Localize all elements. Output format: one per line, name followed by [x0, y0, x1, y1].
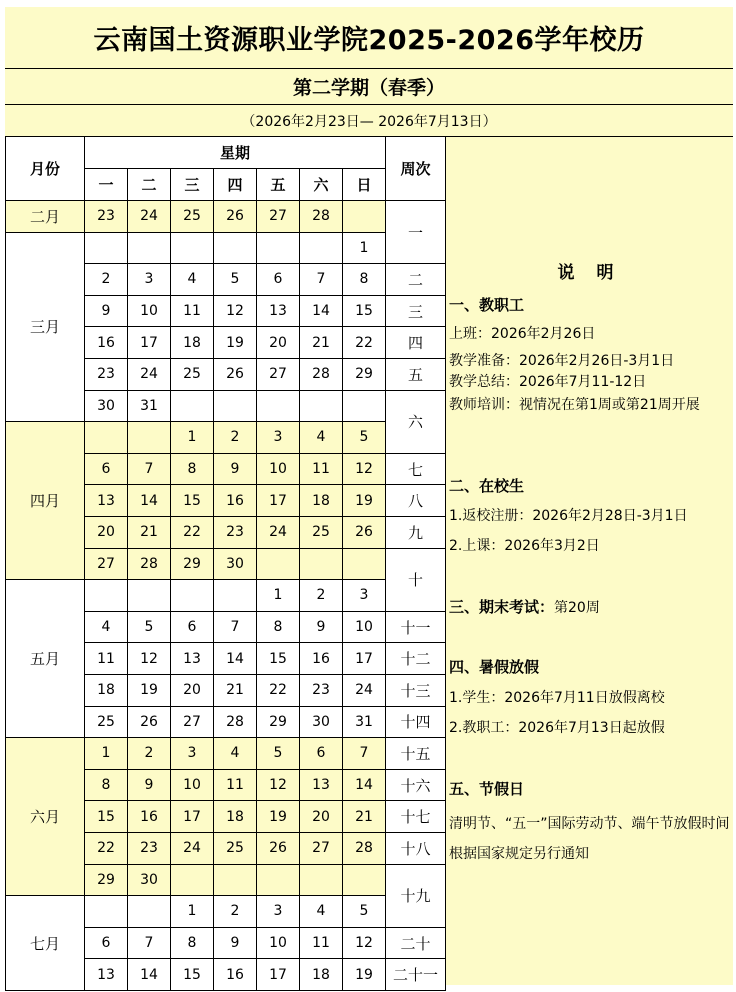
notes-students-heading: 二、在校生 — [449, 477, 525, 495]
month-label: 三月 — [5, 233, 85, 423]
day-cell: 17 — [128, 327, 171, 359]
day-cell — [300, 233, 343, 265]
month-label: 二月 — [5, 201, 85, 233]
day-cell: 8 — [257, 612, 300, 644]
day-cell — [128, 896, 171, 928]
day-cell: 15 — [257, 643, 300, 675]
day-cell: 28 — [128, 549, 171, 581]
day-cell: 16 — [85, 327, 128, 359]
day-cell — [128, 233, 171, 265]
day-cell: 17 — [171, 801, 214, 833]
day-cell: 14 — [214, 643, 257, 675]
day-cell: 1 — [257, 580, 300, 612]
month-label: 六月 — [5, 738, 85, 896]
day-cell: 24 — [171, 833, 214, 865]
day-cell — [171, 580, 214, 612]
day-cell: 21 — [214, 675, 257, 707]
notes-title: 说 明 — [557, 263, 622, 283]
weekday-header: 五 — [257, 169, 300, 201]
day-cell: 6 — [85, 454, 128, 486]
day-cell: 31 — [343, 707, 386, 739]
week-number: 十二 — [386, 643, 446, 675]
day-cell: 30 — [214, 549, 257, 581]
day-cell — [85, 896, 128, 928]
day-cell: 3 — [257, 422, 300, 454]
semester-date-range: （2026年2月23日— 2026年7月13日） — [5, 105, 733, 137]
day-cell: 7 — [128, 928, 171, 960]
day-cell — [343, 391, 386, 423]
day-cell: 24 — [257, 517, 300, 549]
day-cell — [214, 233, 257, 265]
notes-summer-heading: 四、暑假放假 — [449, 658, 540, 676]
day-cell: 26 — [214, 201, 257, 233]
day-cell — [85, 233, 128, 265]
week-number: 二 — [386, 264, 446, 296]
week-number: 七 — [386, 454, 446, 486]
day-cell: 16 — [300, 643, 343, 675]
day-cell: 27 — [171, 707, 214, 739]
day-cell: 4 — [300, 896, 343, 928]
day-cell: 1 — [171, 896, 214, 928]
day-cell: 11 — [85, 643, 128, 675]
day-cell: 18 — [300, 485, 343, 517]
day-cell: 26 — [343, 517, 386, 549]
day-cell — [300, 549, 343, 581]
day-cell: 13 — [300, 770, 343, 802]
day-cell: 14 — [128, 485, 171, 517]
week-number: 十四 — [386, 707, 446, 739]
day-cell — [343, 201, 386, 233]
notes-staff-line: 上班：2026年2月26日 — [449, 326, 596, 342]
day-cell: 15 — [343, 296, 386, 328]
day-cell: 14 — [343, 770, 386, 802]
day-cell: 13 — [171, 643, 214, 675]
day-cell: 9 — [128, 770, 171, 802]
day-cell: 14 — [128, 959, 171, 991]
day-cell: 27 — [300, 833, 343, 865]
day-cell: 4 — [300, 422, 343, 454]
day-cell: 24 — [128, 201, 171, 233]
day-cell: 19 — [214, 327, 257, 359]
semester-title: 第二学期（春季） — [5, 69, 733, 105]
notes-students-line: 2.上课：2026年3月2日 — [449, 538, 600, 554]
day-cell: 30 — [128, 865, 171, 897]
day-cell: 27 — [257, 359, 300, 391]
day-cell: 26 — [128, 707, 171, 739]
day-cell: 12 — [343, 454, 386, 486]
day-cell — [343, 865, 386, 897]
day-cell: 10 — [257, 928, 300, 960]
notes-exam-heading: 三、期末考试： — [449, 598, 555, 616]
day-cell: 25 — [171, 201, 214, 233]
day-cell — [257, 865, 300, 897]
month-label: 五月 — [5, 580, 85, 738]
day-cell: 19 — [343, 485, 386, 517]
day-cell: 4 — [214, 738, 257, 770]
notes-holidays-heading: 五、节假日 — [449, 780, 525, 798]
day-cell: 2 — [214, 896, 257, 928]
day-cell: 7 — [214, 612, 257, 644]
week-number: 一 — [386, 201, 446, 264]
notes-staff-heading: 一、教职工 — [449, 296, 525, 314]
day-cell: 23 — [85, 201, 128, 233]
day-cell: 8 — [171, 928, 214, 960]
day-cell: 26 — [257, 833, 300, 865]
day-cell: 28 — [214, 707, 257, 739]
day-cell: 7 — [128, 454, 171, 486]
weekday-header: 三 — [171, 169, 214, 201]
day-cell — [214, 580, 257, 612]
day-cell: 18 — [171, 327, 214, 359]
day-cell: 22 — [85, 833, 128, 865]
day-cell: 8 — [85, 770, 128, 802]
day-cell: 16 — [214, 485, 257, 517]
day-cell: 15 — [171, 485, 214, 517]
day-cell: 4 — [85, 612, 128, 644]
month-label: 七月 — [5, 896, 85, 991]
day-cell: 10 — [128, 296, 171, 328]
week-number: 十一 — [386, 612, 446, 644]
day-cell: 29 — [257, 707, 300, 739]
day-cell: 22 — [343, 327, 386, 359]
day-cell: 9 — [214, 454, 257, 486]
day-cell: 5 — [343, 422, 386, 454]
week-number: 十 — [386, 549, 446, 612]
day-cell: 11 — [300, 928, 343, 960]
day-cell: 17 — [343, 643, 386, 675]
day-cell — [343, 549, 386, 581]
day-cell: 20 — [300, 801, 343, 833]
weekday-header: 四 — [214, 169, 257, 201]
notes-staff-line: 教师培训：视情况在第1周或第21周开展 — [449, 397, 700, 413]
notes-summer-line: 2.教职工：2026年7月13日起放假 — [449, 720, 665, 736]
day-cell: 11 — [214, 770, 257, 802]
day-cell: 5 — [343, 896, 386, 928]
notes-summer-line: 1.学生：2026年7月11日放假离校 — [449, 690, 665, 706]
header-month: 月份 — [5, 137, 85, 201]
day-cell: 9 — [300, 612, 343, 644]
day-cell: 12 — [257, 770, 300, 802]
day-cell: 29 — [343, 359, 386, 391]
day-cell — [171, 233, 214, 265]
day-cell: 27 — [257, 201, 300, 233]
day-cell: 11 — [171, 296, 214, 328]
week-number: 五 — [386, 359, 446, 391]
week-number: 四 — [386, 327, 446, 359]
day-cell: 6 — [257, 264, 300, 296]
day-cell: 25 — [300, 517, 343, 549]
day-cell: 23 — [214, 517, 257, 549]
week-number: 二十一 — [386, 959, 446, 991]
day-cell: 29 — [171, 549, 214, 581]
day-cell: 9 — [85, 296, 128, 328]
weekday-header: 二 — [128, 169, 171, 201]
week-number: 十七 — [386, 801, 446, 833]
day-cell: 14 — [300, 296, 343, 328]
week-number: 十五 — [386, 738, 446, 770]
week-number: 二十 — [386, 928, 446, 960]
day-cell: 20 — [171, 675, 214, 707]
day-cell: 31 — [128, 391, 171, 423]
day-cell: 13 — [85, 959, 128, 991]
day-cell: 2 — [300, 580, 343, 612]
week-number: 六 — [386, 391, 446, 454]
header-week-number: 周次 — [386, 137, 446, 201]
day-cell — [257, 391, 300, 423]
day-cell: 17 — [257, 959, 300, 991]
notes-panel — [446, 137, 733, 985]
day-cell: 20 — [85, 517, 128, 549]
day-cell: 22 — [171, 517, 214, 549]
day-cell: 30 — [300, 707, 343, 739]
header-weekdays-group: 星期 — [85, 137, 386, 169]
day-cell: 6 — [300, 738, 343, 770]
day-cell: 2 — [128, 738, 171, 770]
day-cell: 15 — [85, 801, 128, 833]
day-cell: 18 — [85, 675, 128, 707]
day-cell: 15 — [171, 959, 214, 991]
day-cell: 26 — [214, 359, 257, 391]
day-cell: 13 — [85, 485, 128, 517]
week-number: 十三 — [386, 675, 446, 707]
day-cell: 12 — [343, 928, 386, 960]
day-cell: 10 — [171, 770, 214, 802]
day-cell: 25 — [171, 359, 214, 391]
day-cell: 18 — [214, 801, 257, 833]
day-cell: 19 — [257, 801, 300, 833]
notes-exam-week: 第20周 — [554, 600, 600, 616]
day-cell: 10 — [257, 454, 300, 486]
day-cell: 10 — [343, 612, 386, 644]
weekday-header: 一 — [85, 169, 128, 201]
weekday-header: 日 — [343, 169, 386, 201]
week-number: 十八 — [386, 833, 446, 865]
week-number: 九 — [386, 517, 446, 549]
day-cell: 1 — [343, 233, 386, 265]
week-number: 十九 — [386, 865, 446, 928]
day-cell: 25 — [214, 833, 257, 865]
day-cell — [128, 422, 171, 454]
week-number: 十六 — [386, 770, 446, 802]
day-cell — [171, 391, 214, 423]
day-cell: 1 — [85, 738, 128, 770]
day-cell: 3 — [257, 896, 300, 928]
day-cell: 28 — [300, 359, 343, 391]
day-cell: 12 — [128, 643, 171, 675]
day-cell: 24 — [343, 675, 386, 707]
day-cell: 6 — [85, 928, 128, 960]
day-cell: 6 — [171, 612, 214, 644]
month-label: 四月 — [5, 422, 85, 580]
week-number: 八 — [386, 485, 446, 517]
day-cell: 22 — [257, 675, 300, 707]
week-number: 三 — [386, 296, 446, 328]
day-cell: 21 — [300, 327, 343, 359]
day-cell: 28 — [300, 201, 343, 233]
day-cell: 21 — [128, 517, 171, 549]
day-cell: 3 — [343, 580, 386, 612]
page-title: 云南国土资源职业学院2025-2026学年校历 — [5, 7, 733, 69]
day-cell: 5 — [214, 264, 257, 296]
day-cell: 20 — [257, 327, 300, 359]
day-cell: 19 — [128, 675, 171, 707]
day-cell: 28 — [343, 833, 386, 865]
notes-staff-line: 教学总结：2026年7月11-12日 — [449, 374, 647, 390]
notes-students-line: 1.返校注册：2026年2月28日-3月1日 — [449, 508, 688, 524]
day-cell: 13 — [257, 296, 300, 328]
day-cell — [214, 865, 257, 897]
day-cell — [257, 549, 300, 581]
notes-holidays-line: 清明节、“五一”国际劳动节、端午节放假时间根据国家规定另行通知 — [449, 816, 730, 862]
day-cell: 23 — [128, 833, 171, 865]
day-cell: 29 — [85, 865, 128, 897]
day-cell: 4 — [171, 264, 214, 296]
day-cell: 2 — [85, 264, 128, 296]
day-cell: 5 — [128, 612, 171, 644]
day-cell: 12 — [214, 296, 257, 328]
day-cell: 19 — [343, 959, 386, 991]
day-cell — [257, 233, 300, 265]
day-cell — [128, 580, 171, 612]
day-cell: 8 — [343, 264, 386, 296]
weekday-header: 六 — [300, 169, 343, 201]
notes-staff-line: 教学准备：2026年2月26日-3月1日 — [449, 353, 675, 369]
day-cell: 8 — [171, 454, 214, 486]
day-cell: 25 — [85, 707, 128, 739]
day-cell — [300, 865, 343, 897]
day-cell: 7 — [300, 264, 343, 296]
day-cell — [214, 391, 257, 423]
day-cell: 17 — [257, 485, 300, 517]
day-cell: 23 — [85, 359, 128, 391]
day-cell: 7 — [343, 738, 386, 770]
day-cell: 16 — [214, 959, 257, 991]
notes-exam-line — [449, 597, 731, 619]
day-cell — [300, 391, 343, 423]
day-cell: 2 — [214, 422, 257, 454]
day-cell: 5 — [257, 738, 300, 770]
day-cell — [85, 580, 128, 612]
day-cell: 18 — [300, 959, 343, 991]
day-cell — [85, 422, 128, 454]
day-cell: 3 — [128, 264, 171, 296]
day-cell: 9 — [214, 928, 257, 960]
day-cell: 24 — [128, 359, 171, 391]
day-cell: 16 — [128, 801, 171, 833]
day-cell: 27 — [85, 549, 128, 581]
day-cell — [171, 865, 214, 897]
day-cell: 21 — [343, 801, 386, 833]
day-cell: 1 — [171, 422, 214, 454]
day-cell: 23 — [300, 675, 343, 707]
day-cell: 30 — [85, 391, 128, 423]
day-cell: 11 — [300, 454, 343, 486]
day-cell: 3 — [171, 738, 214, 770]
